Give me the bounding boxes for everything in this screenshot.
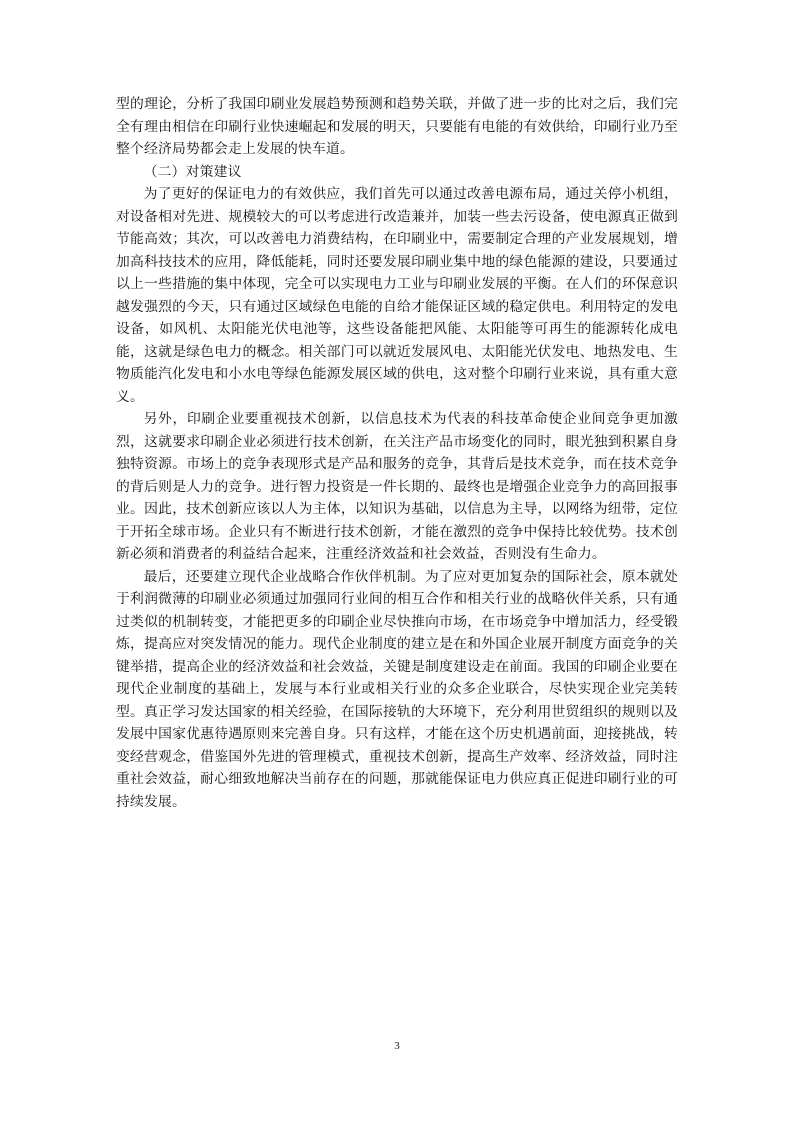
- paragraph-partnership: 最后，还要建立现代企业战略合作伙伴机制。为了应对更加复杂的国际社会，原本就处于利润微薄的印刷业必须通过加强同行业间的相互合作和相关行业的战略伙伴关系，只有通过类似的机制转变，才能把更多的印刷企业尽快推向市场，在市场竞争中增加活力，经受锻炼，提高应对突发情况的能力。现代企业制度的建立是在和外国企业展开制度方面竞争的关键举措，提高企业的经济效益和社会效益，关键是制度建设走在前面。我国的印刷企业要在现代企业制度的基础上，发展与本行业或相关行业的众多企业联合，尽快实现企业完美转型。真正学习发达国家的相关经验，在国际接轨的大环境下，充分利用世贸组织的规则以及发展中国家优惠待遇原则来完善自身。只有这样，才能在这个历史机遇前面，迎接挑战，转变经营观念，借鉴国外先进的管理模式，重视技术创新，提高生产效率、经济效益，同时注重社会效益，耐心细致地解决当前存在的问题，那就能保证电力供应真正促进印刷行业的可持续发展。: [116, 568, 678, 810]
- paragraph-continuation: 型的理论，分析了我国印刷业发展趋势预测和趋势关联，并做了进一步的比对之后，我们完全有理由相信在印刷行业快速崛起和发展的明天，只要能有电能的有效供给，印刷行业乃至整个经济局势都会走上发展的快车道。: [116, 96, 678, 157]
- section-heading: （二）对策建议: [143, 163, 242, 180]
- paragraph-power-supply: 为了更好的保证电力的有效供应，我们首先可以通过改善电源布局，通过关停小机组，对设备相对先进、规模较大的可以考虑进行改造兼并，加装一些去污设备，使电源真正做到节能高效；其次，可以改善电力消费结构，在印刷业中，需要制定合理的产业发展规划，增加高科技技术的应用，降低能耗，同时还要发展印刷业集中地的绿色能源的建设，只要通过以上一些措施的集中体现，完全可以实现电力工业与印刷业发展的平衡。在人们的环保意识越发强烈的今天，只有通过区域绿色电能的自给才能保证区域的稳定供电。利用特定的发电设备，如风机、太阳能光伏电池等，这些设备能把风能、太阳能等可再生的能源转化成电能，这就是绿色电力的概念。相关部门可以就近发展风电、太阳能光伏发电、地热发电、生物质能汽化发电和小水电等绿色能源发展区域的供电，这对整个印刷行业来说，具有重大意义。: [116, 186, 678, 405]
- paragraph-tech-innovation: 另外，印刷企业要重视技术创新，以信息技术为代表的科技革命使企业间竞争更加激烈，这就要求印刷企业必须进行技术创新，在关注产品市场变化的同时，眼光独到积累自身独特资源。市场上的竞争表现形式是产品和服务的竞争，其背后是技术竞争，而在技术竞争的背后则是人力的竞争。进行智力投资是一件长期的、最终也是增强企业竞争力的高回报事业。因此，技术创新应该以人为主体，以知识为基础，以信息为主导，以网络为纽带，定位于开拓全球市场。企业只有不断进行技术创新，才能在激烈的竞争中保持比较优势。技术创新必须和消费者的利益结合起来，注重经济效益和社会效益，否则没有生命力。: [116, 411, 678, 562]
- page-number: 3: [394, 1040, 400, 1052]
- document-body: [116, 93, 678, 813]
